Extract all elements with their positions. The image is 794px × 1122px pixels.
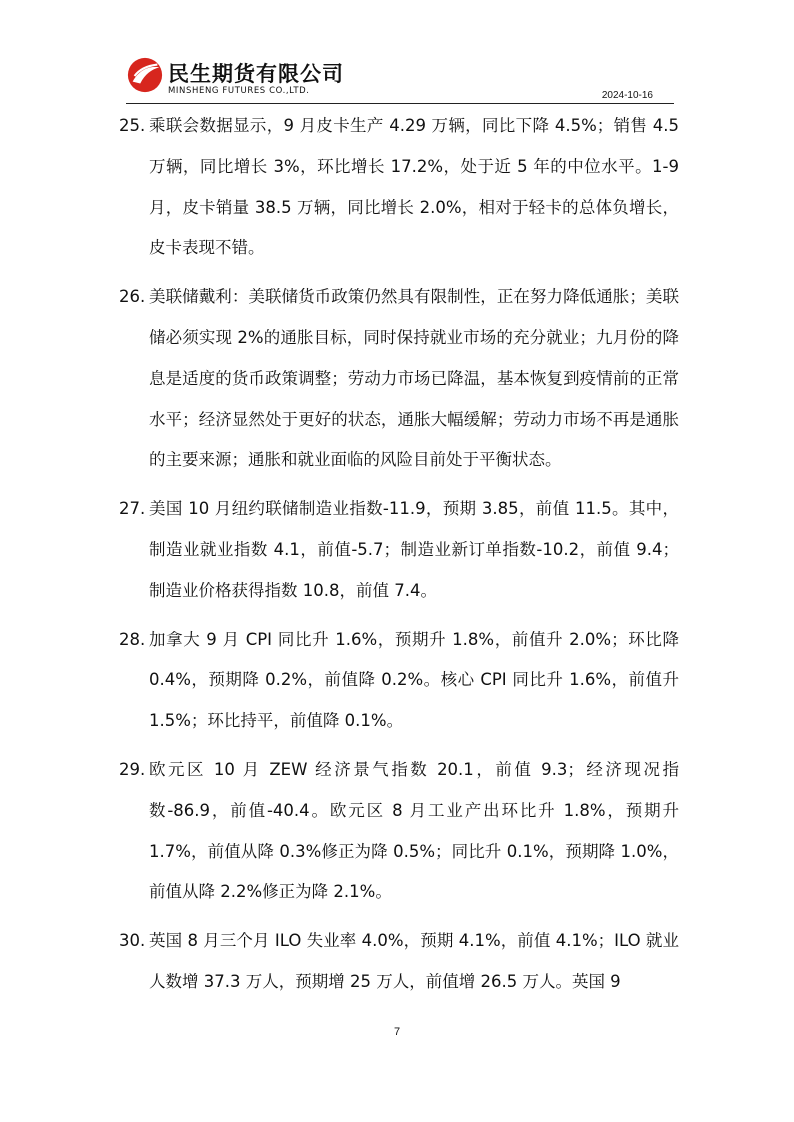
item-text: 英国 8 月三个月 ILO 失业率 4.0%，预期 4.1%，前值 4.1%；ILO 就业人数增 37.3 万人，预期增 25 万人，前值增 26.5 万人。英国 9 [149, 931, 679, 991]
list-item [119, 277, 679, 481]
item-text: 美联储戴利：美联储货币政策仍然具有限制性，正在努力降低通胀；美联储必须实现 2%的通胀目标，同时保持就业市场的充分就业；九月份的降息是适度的货币政策调整；劳动力市场已降温，基本恢复到疫情前的正常水平；经济显然处于更好的状态，通胀大幅缓解；劳动力市场不再是通胀的主要来源；通胀和就业面临的风险目前处于平衡状态。 [149, 287, 679, 470]
item-text: 欧元区 10 月 ZEW 经济景气指数 20.1，前值 9.3；经济现况指数-86.9，前值-40.4。欧元区 8 月工业产出环比升 1.8%，预期升 1.7%，前值从降 0.3%修正为降 0.5%；同比升 0.1%，预期降 1.0%，前值从降 2.2%修正为降 2.1%。 [149, 759, 679, 902]
company-name-cn: 民生期货有限公司 [168, 62, 344, 86]
list-item [119, 620, 679, 742]
list-item [119, 750, 679, 913]
item-number: 27. [119, 499, 146, 519]
item-number: 26. [119, 287, 146, 307]
item-number: 30. [119, 931, 146, 951]
item-text: 乘联会数据显示，9 月皮卡生产 4.29 万辆，同比下降 4.5%；销售 4.5 万辆，同比增长 3%，环比增长 17.2%，处于近 5 年的中位水平。1-9 月，皮卡销量 38.5 万辆，同比增长 2.0%，相对于轻卡的总体负增长，皮卡表现不错。 [149, 116, 679, 258]
item-text: 加拿大 9 月 CPI 同比升 1.6%，预期升 1.8%，前值升 2.0%；环比降 0.4%，预期降 0.2%，前值降 0.2%。核心 CPI 同比升 1.6%，前值升 1.5%；环比持平，前值降 0.1%。 [149, 629, 679, 731]
list-item [119, 106, 679, 269]
item-number: 28. [119, 629, 146, 649]
item-text: 美国 10 月纽约联储制造业指数-11.9，预期 3.85，前值 11.5。其中，制造业就业指数 4.1，前值-5.7；制造业新订单指数-10.2，前值 9.4；制造业价格获得指数 10.8，前值 7.4。 [149, 499, 679, 600]
list-item [119, 921, 679, 1003]
minsheng-logo-icon [126, 56, 164, 94]
page-header [0, 0, 794, 110]
report-date: 2024-10-16 [601, 90, 653, 101]
item-number: 29. [119, 759, 146, 779]
header-divider [126, 103, 674, 104]
news-list [119, 106, 679, 1011]
item-number: 25. [119, 116, 146, 135]
company-name-en: MINSHENG FUTURES CO.,LTD. [168, 86, 310, 96]
list-item [119, 489, 679, 611]
page-number: 7 [393, 1026, 401, 1038]
